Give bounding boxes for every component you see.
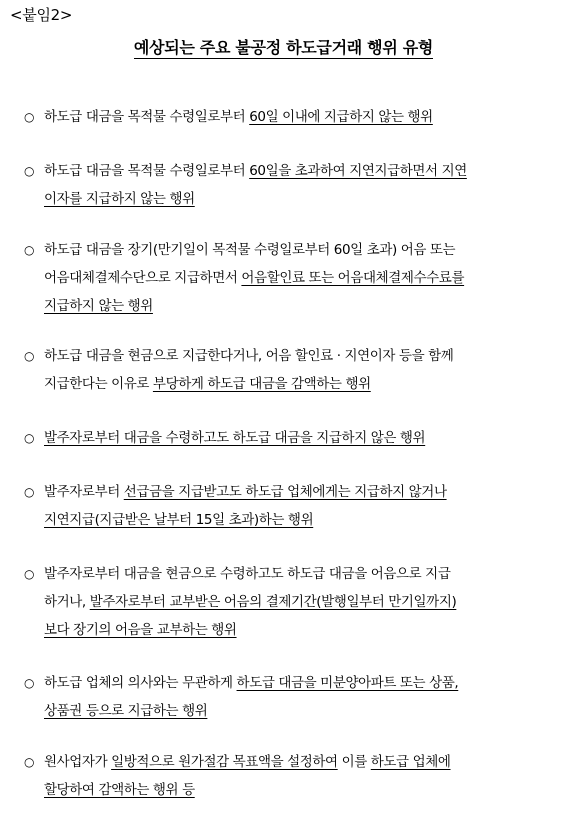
bullet-icon: ○ <box>24 431 35 445</box>
list-item-text <box>44 560 559 644</box>
text-line <box>44 560 559 588</box>
list-item-text <box>44 103 559 131</box>
text-segment: 하도급 대금을 현금으로 지급한다거나, 어음 할인료 · 지연이자 등을 함께 <box>44 348 454 364</box>
underlined-segment: 어음할인료 또는 어음대체결제수수료를 <box>241 270 465 286</box>
list-item-text <box>44 424 559 452</box>
page-title <box>0 35 567 58</box>
bullet-icon: ○ <box>24 110 35 124</box>
underlined-segment: 발주자로부터 교부받은 어음의 결제기간(발행일부터 만기일까지) <box>89 594 457 610</box>
text-line <box>44 588 559 616</box>
text-segment: 발주자로부터 <box>44 484 124 500</box>
list-item-text <box>44 478 559 534</box>
bullet-icon: ○ <box>24 676 35 690</box>
list-item <box>24 236 559 320</box>
list-item <box>24 560 559 644</box>
underlined-segment: 할당하여 감액하는 행위 등 <box>44 782 195 798</box>
text-segment: 어음대체결제수단으로 지급하면서 <box>44 270 242 286</box>
list-item <box>24 157 559 213</box>
text-line <box>44 697 559 725</box>
list-item <box>24 103 559 131</box>
list-item <box>24 669 559 725</box>
underlined-segment: 60일 이내에 지급하지 않는 행위 <box>249 109 433 125</box>
text-line <box>44 342 559 370</box>
text-line <box>44 185 559 213</box>
list-item-text <box>44 342 559 398</box>
list-item-text <box>44 748 559 804</box>
list-item <box>24 342 559 398</box>
text-line <box>44 424 559 452</box>
underlined-segment: 부당하게 하도급 대금을 감액하는 행위 <box>152 376 371 392</box>
underlined-segment: 지급하지 않는 행위 <box>44 298 153 314</box>
list-item-text <box>44 157 559 213</box>
bullet-icon: ○ <box>24 755 35 769</box>
text-segment: 지급한다는 이유로 <box>44 376 153 392</box>
attachment-label: <붙임2> <box>10 6 73 24</box>
underlined-segment: 선급금을 지급받고도 하도급 업체에게는 지급하지 않거나 <box>123 484 447 500</box>
text-line <box>44 669 559 697</box>
underlined-segment: 하도급 업체에 <box>370 754 451 770</box>
underlined-segment: 하도급 대금을 미분양아파트 또는 상품, <box>236 675 459 691</box>
text-line <box>44 478 559 506</box>
text-segment: 하도급 대금을 목적물 수령일로부터 <box>44 163 250 179</box>
bullet-icon: ○ <box>24 485 35 499</box>
text-segment: 하거나, <box>44 594 90 610</box>
bullet-icon: ○ <box>24 164 35 178</box>
underlined-segment: 발주자로부터 대금을 수령하고도 하도급 대금을 지급하지 않은 행위 <box>44 430 426 446</box>
underlined-segment: 지연지급(지급받은 날부터 15일 초과)하는 행위 <box>44 512 314 528</box>
list-item <box>24 424 559 452</box>
text-segment: 원사업자가 <box>44 754 112 770</box>
text-line <box>44 292 559 320</box>
underlined-segment: 이자를 지급하지 않는 행위 <box>44 191 195 207</box>
bullet-icon: ○ <box>24 243 35 257</box>
underlined-segment: 60일을 초과하여 지연지급하면서 지연 <box>249 163 467 179</box>
underlined-segment: 보다 장기의 어음을 교부하는 행위 <box>44 622 237 638</box>
text-segment: 하도급 대금을 목적물 수령일로부터 <box>44 109 250 125</box>
list-item-text <box>44 669 559 725</box>
text-line <box>44 264 559 292</box>
bullet-icon: ○ <box>24 349 35 363</box>
text-segment: 발주자로부터 대금을 현금으로 수령하고도 하도급 대금을 어음으로 지급 <box>44 566 451 582</box>
text-line <box>44 616 559 644</box>
text-line <box>44 157 559 185</box>
bullet-icon: ○ <box>24 567 35 581</box>
text-line <box>44 776 559 804</box>
text-line <box>44 506 559 534</box>
underlined-segment: 일방적으로 원가절감 목표액을 설정하여 <box>111 754 338 770</box>
text-line <box>44 370 559 398</box>
list-item <box>24 748 559 804</box>
text-line <box>44 103 559 131</box>
text-line <box>44 748 559 776</box>
underlined-segment: 상품권 등으로 지급하는 행위 <box>44 703 208 719</box>
text-line <box>44 236 559 264</box>
text-segment: 하도급 업체의 의사와는 무관하게 <box>44 675 237 691</box>
title-text: 예상되는 주요 불공정 하도급거래 행위 유형 <box>133 38 434 57</box>
list-item-text <box>44 236 559 320</box>
list-item <box>24 478 559 534</box>
text-segment: 이를 <box>337 754 371 770</box>
text-segment: 하도급 대금을 장기(만기일이 목적물 수령일로부터 60일 초과) 어음 또는 <box>44 242 456 258</box>
